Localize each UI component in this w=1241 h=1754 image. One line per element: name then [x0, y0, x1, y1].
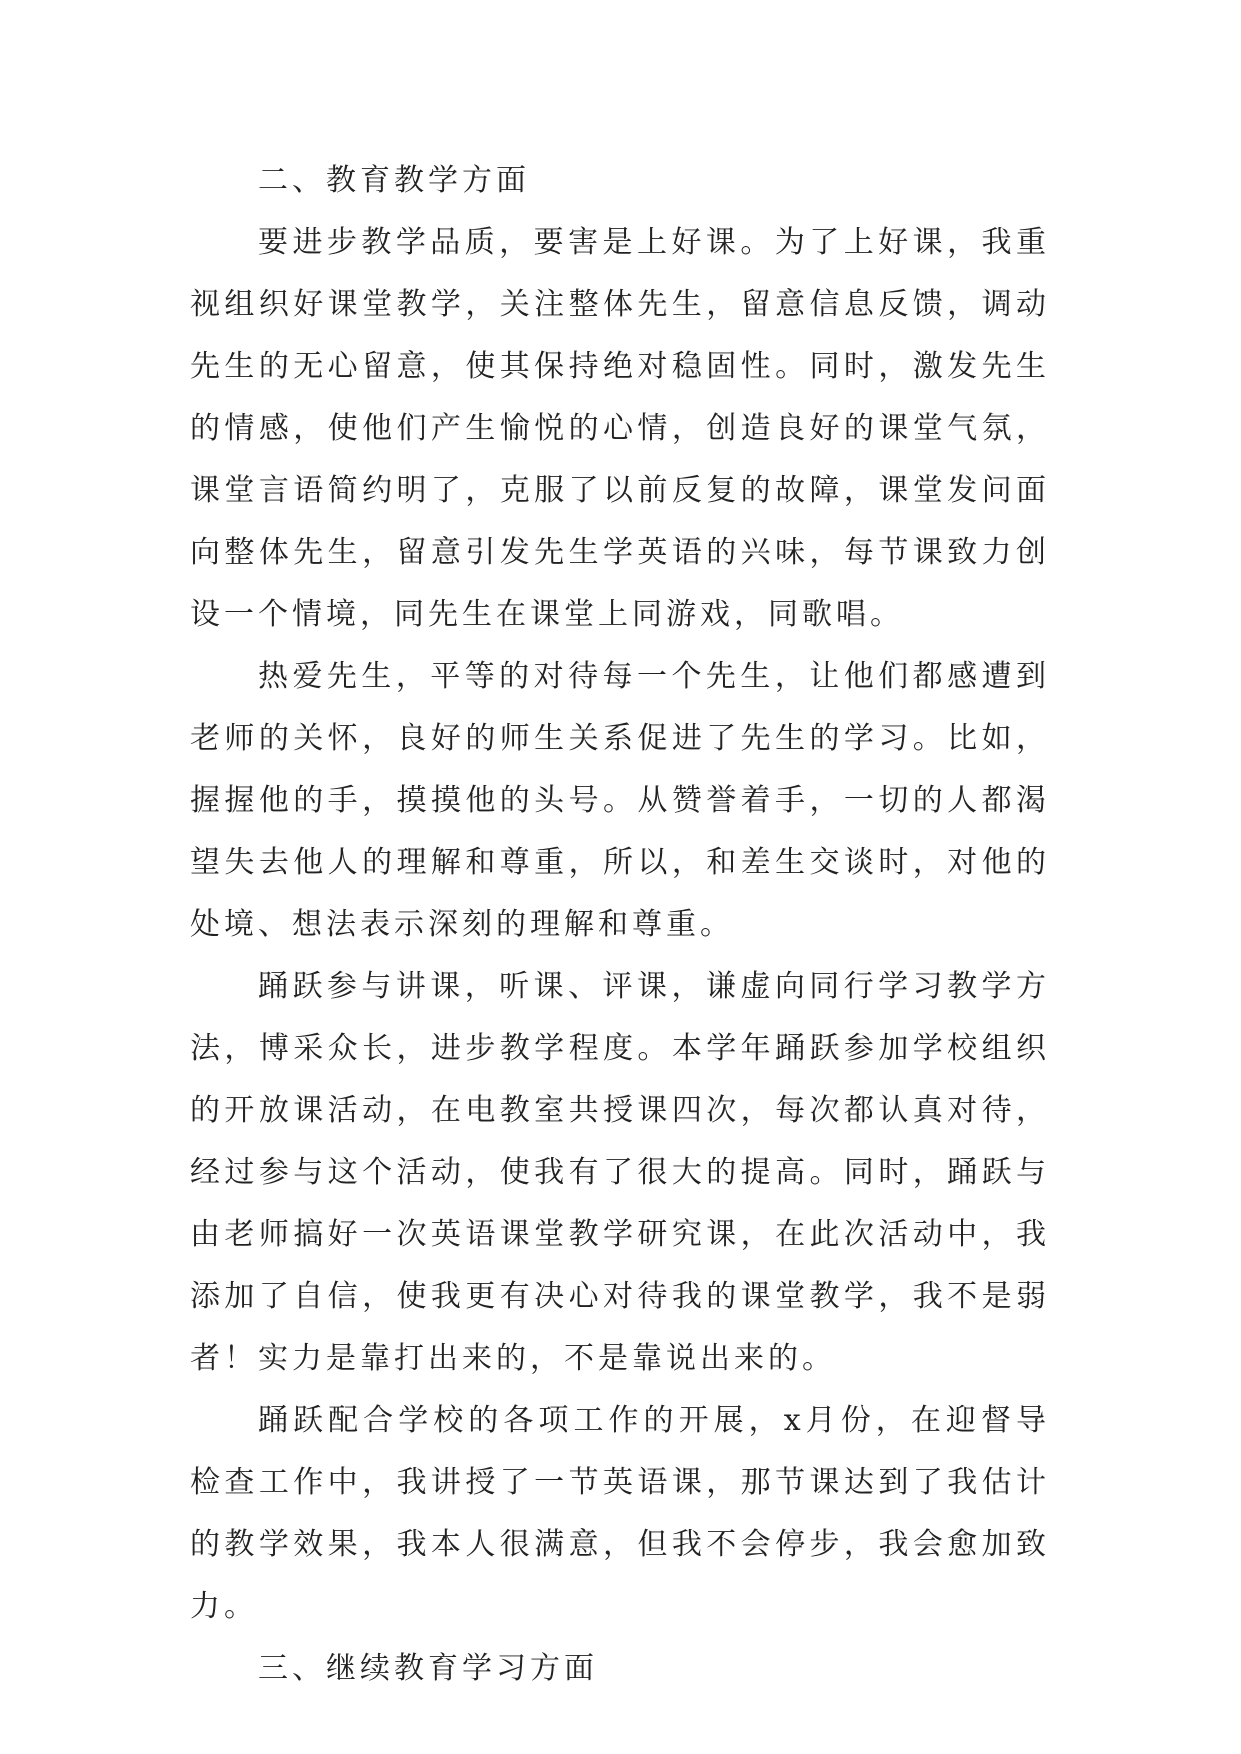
paragraph-love-students: 热爱先生，平等的对待每一个先生，让他们都感遭到老师的关怀，良好的师生关系促进了先生的学习。比如，握握他的手，摸摸他的头号。从赞誉着手，一切的人都渴望失去他人的理解和尊重，所以，和差生交谈时，对他的处境、想法表示深刻的理解和尊重。: [190, 659, 1050, 942]
paragraph-lesson-quality: 要进步教学品质，要害是上好课。为了上好课，我重视组织好课堂教学，关注整体先生，留意信息反馈，调动先生的无心留意，使其保持绝对稳固性。同时，激发先生的情感，使他们产生愉悦的心情，创造良好的课堂气氛，课堂言语简约明了，克服了以前反复的故障，课堂发问面向整体先生，留意引发先生学英语的兴味，每节课致力创设一个情境，同先生在课堂上同游戏，同歌唱。: [190, 225, 1050, 632]
document-page: [190, 150, 1050, 1700]
section-heading-continuing-education: 三、继续教育学习方面: [258, 1651, 598, 1686]
paragraph-lesson-observation: 踊跃参与讲课，听课、评课，谦虚向同行学习教学方法，博采众长，进步教学程度。本学年踊跃参加学校组织的开放课活动，在电教室共授课四次，每次都认真对待，经过参与这个活动，使我有了很大的提高。同时，踊跃与由老师搞好一次英语课堂教学研究课，在此次活动中，我添加了自信，使我更有决心对待我的课堂教学，我不是弱者！实力是靠打出来的，不是靠说出来的。: [190, 969, 1050, 1376]
section-heading-teaching: 二、教育教学方面: [258, 163, 530, 198]
paragraph-school-cooperation: 踊跃配合学校的各项工作的开展，x月份，在迎督导检查工作中，我讲授了一节英语课，那节课达到了我估计的教学效果，我本人很满意，但我不会停步，我会愈加致力。: [190, 1403, 1050, 1624]
